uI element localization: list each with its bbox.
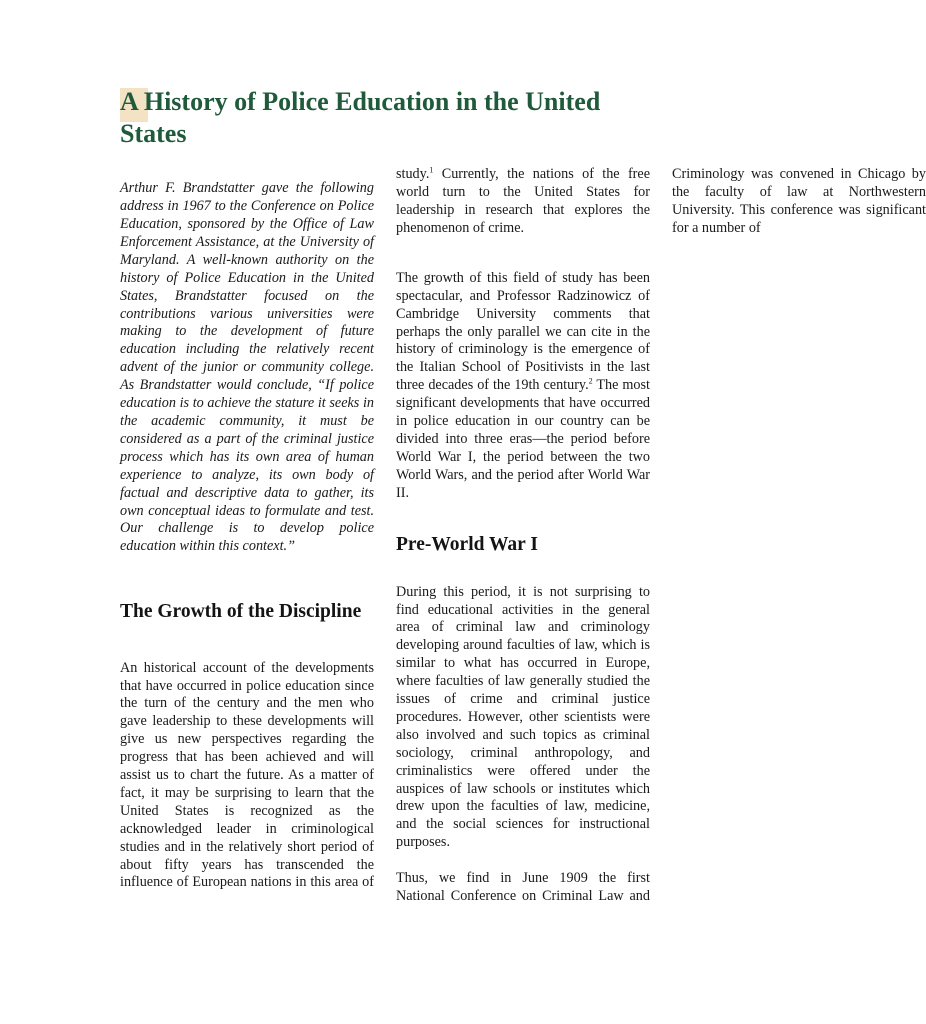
section-heading-growth: The Growth of the Discipline bbox=[120, 601, 362, 623]
growth-paragraph-1-text-cont: Currently, the nations of the free world turn to the United States for leadership in research that explores the phenomenon of crime. bbox=[396, 166, 650, 236]
pre-wwi-paragraph-2: Thus, we find in June 1909 the first National Conference on Criminal Law and Criminology was convened in Chicago by the faculty of law at Northwestern University. This conference was significant for a number of bbox=[396, 166, 926, 905]
footnote-marker-1: 1 bbox=[429, 165, 434, 175]
document-title: A History of Police Education in the United States bbox=[120, 87, 601, 148]
section-heading-pre-wwi: Pre-World War I bbox=[396, 533, 538, 555]
growth-paragraph-2-text: The growth of this field of study has been spectacular, and Professor Radzinowicz of Cambridge University comments that perhaps the only parallel we can cite in the history of criminology is the emergence of the Italian School of Positivists in the last three decades of the 19th century. bbox=[396, 269, 650, 394]
intro-paragraph: Arthur F. Brandstatter gave the following address in 1967 to the Conference on Police Education, sponsored by the Office of Law Enforcement Assistance, at the University of Maryland. A well-known authority on the history of Police Education in the United States, Brandstatter focused on the contributions various universities were making to the development of future education including the relatively recent advent of the junior or community college. As Brandstatter would conclude, “If police education is to achieve the stature it seeks in the academic community, it must be considered as a part of the criminal justice process which has its own area of human experience to analyze, its own body of factual and descriptive data to gather, its own conceptual ideas to formulate and test. Our challenge is to develop police education within this context.” bbox=[120, 180, 374, 555]
footnote-marker-2: 2 bbox=[588, 376, 593, 386]
growth-paragraph-2 bbox=[396, 270, 650, 503]
pre-wwi-paragraph-1: During this period, it is not surprising to find educational activities in the general area of criminal law and criminology developing around faculties of law, which is similar to what has occurred in Europe, where faculties of law generally studied the issues of crime and criminal justice procedures. However, other scientists were also involved and such topics as criminal sociology, criminal anthropology, and criminalistics were offered under the auspices of law schools or institutes which drew upon the faculties of law, medicine, and the social sciences for instructional purposes. bbox=[396, 583, 650, 851]
spacer bbox=[396, 852, 650, 870]
growth-paragraph-1-text: An historical account of the developments that have occurred in police education since the turn of the century and the men who gave leadership to these developments will give us new perspectives regarding the progress that has been achieved and will assist us to chart the future. As a matter of fact, it may be surprising to learn that the United States is recognized as the acknowledged leader in criminological studies and in the relatively short period of about fifty years has transcended the influence of European nations in this area of study. bbox=[120, 166, 430, 891]
growth-paragraph-2-text-cont: The most significant developments that have occurred in police education in our country can be divided into three eras—the period before World War I, the period between the two World Wars, and the period after World War II. bbox=[396, 377, 650, 501]
spacer bbox=[396, 557, 650, 584]
spacer bbox=[396, 503, 650, 533]
spacer bbox=[396, 252, 650, 270]
two-column-flow bbox=[120, 165, 926, 906]
